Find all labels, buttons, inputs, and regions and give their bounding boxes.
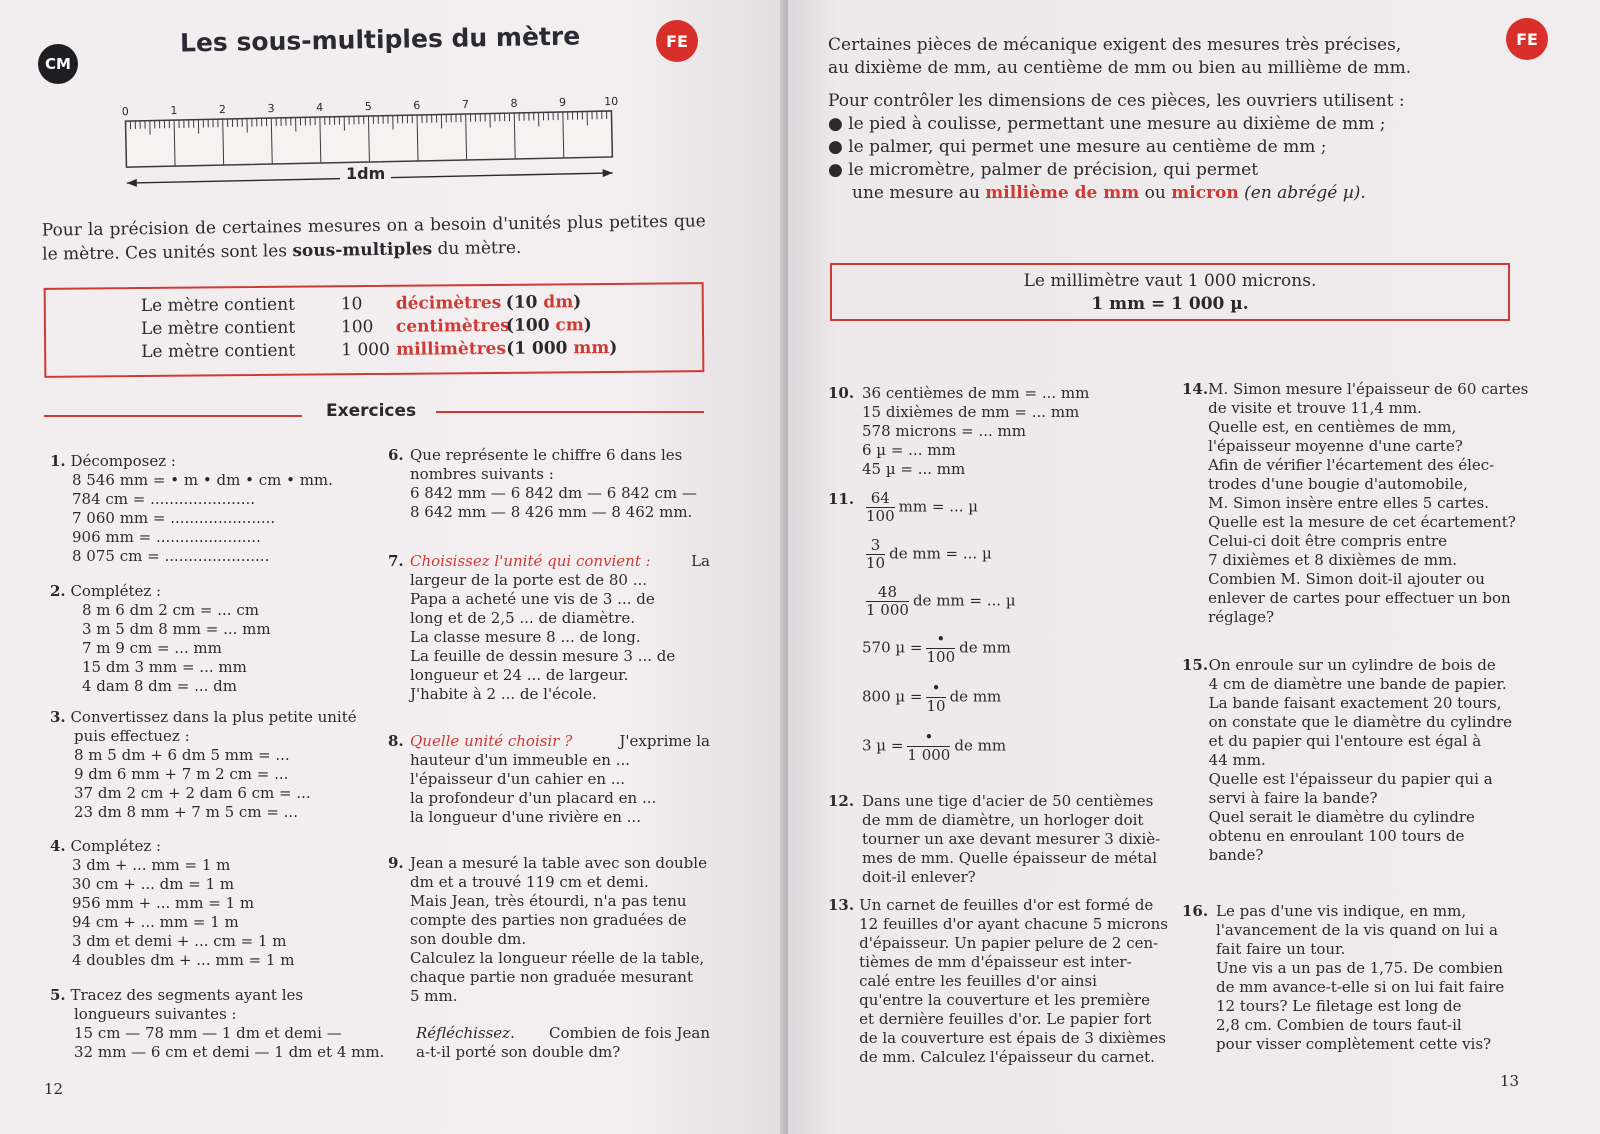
heading-rule-right: [436, 411, 704, 413]
ex15-line: obtenu en enroulant 100 tours de: [1208, 827, 1465, 845]
ex11-text: de mm: [954, 736, 1007, 755]
ex14-line: Afin de vérifier l'écartement des élec-: [1208, 456, 1495, 474]
ex6-line: 8 642 mm — 8 426 mm — 8 462 mm.: [410, 503, 693, 521]
row-label: Le mètre contient: [140, 294, 296, 317]
ruler-tick-label: 0: [121, 105, 129, 119]
denominator: 1 000: [907, 746, 951, 764]
ex11-item: [862, 584, 1168, 619]
ex2-line: 8 m 6 dm 2 cm = ... cm: [82, 601, 259, 619]
ex5-line: 32 mm — 6 cm et demi — 1 dm et 4 mm.: [74, 1043, 385, 1061]
exercise-14: [1182, 380, 1529, 627]
denominator: 100: [866, 507, 895, 525]
ex4-line: 3 dm + ... mm = 1 m: [72, 856, 231, 874]
ex7-line: La feuille de dessin mesure 3 ... de: [410, 647, 676, 665]
right-intro: [828, 34, 1508, 80]
row-qty: 10: [340, 294, 363, 315]
exercise-3: [50, 708, 370, 822]
ex9-reflect: [388, 1024, 710, 1062]
ex2-title: Complétez :: [70, 582, 162, 600]
ex15-line: La bande faisant exactement 20 tours,: [1208, 694, 1502, 712]
ex11-pre: 800 µ =: [862, 687, 923, 706]
row-abbr: [506, 293, 582, 313]
exercise-6: [388, 446, 710, 522]
ex4-line: 30 cm + ... dm = 1 m: [72, 875, 235, 893]
metre-table-box: [44, 282, 705, 378]
row-qty: 100: [340, 317, 374, 338]
ex11-number: 11.: [828, 490, 855, 508]
ex13-line: et dernière feuilles d'or. Le papier fort: [859, 1010, 1152, 1028]
ex8-line: l'épaisseur d'un cahier en ...: [410, 770, 626, 788]
ex14-line: M. Simon mesure l'épaisseur de 60 cartes: [1208, 380, 1529, 398]
ex11-item: [862, 680, 1168, 715]
fraction: [907, 729, 950, 764]
micron-box: [830, 263, 1510, 321]
ruler-tick-label: 8: [510, 96, 518, 111]
ex2-line: 7 m 9 cm = ... mm: [82, 639, 222, 657]
ex16-line: Le pas d'une vis indique, en mm,: [1216, 902, 1467, 920]
ex7-line: long et de 2,5 ... de diamètre.: [410, 609, 636, 627]
ex14-line: de visite et trouve 11,4 mm.: [1208, 399, 1422, 417]
abbr-close: ): [573, 292, 582, 313]
ex2-number: 2.: [50, 582, 66, 600]
numerator: 48: [866, 584, 909, 602]
row-abbr: [506, 316, 592, 336]
ex11-text: de mm = ... µ: [912, 591, 1016, 610]
ex11-item: [862, 490, 1168, 525]
ex16-line: 2,8 cm. Combien de tours faut-il: [1216, 1016, 1462, 1034]
ex1-line: 784 cm = ......................: [72, 490, 256, 508]
numerator: •: [926, 631, 955, 649]
left-page: [0, 0, 786, 1134]
intro-line: Certaines pièces de mécanique exigent des mesures très précises,: [828, 35, 1402, 55]
ex8-line: hauteur d'un immeuble en ...: [410, 751, 631, 769]
numerator: 64: [866, 490, 895, 508]
exercise-4: [50, 837, 370, 970]
ex11-text: de mm: [949, 687, 1002, 706]
ex9-line: Calculez la longueur réelle de la table,: [410, 949, 705, 967]
ex11-item: [862, 631, 1168, 666]
ex10-line: 6 µ = ... mm: [862, 441, 956, 459]
ex3-line: 23 dm 8 mm + 7 m 5 cm = ...: [74, 803, 298, 821]
ex15-line: servi à faire la bande?: [1208, 789, 1378, 807]
ex16-line: fait faire un tour.: [1216, 940, 1346, 958]
ex11-pre: 570 µ =: [862, 638, 923, 657]
ex15-line: bande?: [1208, 846, 1264, 864]
bullet-last: une mesure au millième de mm ou micron (en abrégé µ).: [852, 183, 1366, 203]
ex14-line: Quelle est la mesure de cet écartement?: [1208, 513, 1516, 531]
ex9-line: dm et a trouvé 119 cm et demi.: [410, 873, 649, 891]
ex12-line: mes de mm. Quelle épaisseur de métal: [862, 849, 1158, 867]
ex9-reflect-title: Réfléchissez.: [416, 1024, 515, 1042]
ex3-title: Convertissez dans la plus petite unité puis effectuez :: [70, 708, 357, 745]
ex13-line: tièmes de mm d'épaisseur est inter-: [859, 953, 1132, 971]
ex7-line: longueur et 24 ... de largeur.: [410, 666, 629, 684]
ex1-line: 906 mm = ......................: [72, 528, 261, 546]
ruler-tick-label: 1: [170, 104, 178, 118]
exercise-15: [1182, 656, 1512, 865]
ruler-tick-label: 6: [413, 98, 421, 113]
abbr-unit: mm: [573, 337, 610, 359]
exercise-12: [828, 792, 1168, 887]
ex4-line: 3 dm et demi + ... cm = 1 m: [72, 932, 287, 950]
exercise-11: [828, 490, 1168, 778]
abbr-close: ): [609, 337, 618, 358]
abbr-unit: dm: [543, 292, 574, 313]
numerator: •: [926, 680, 945, 698]
abbr-open: (10: [505, 292, 544, 313]
ex10-line: 578 microns = ... mm: [862, 422, 1027, 440]
ex15-line: On enroule sur un cylindre de bois de: [1208, 656, 1496, 674]
exercices-header: [44, 402, 704, 426]
table-row: [141, 336, 702, 364]
page-number-right: 13: [1500, 1072, 1520, 1090]
exercise-5: [50, 986, 385, 1062]
ex9-number: 9.: [388, 854, 404, 872]
ex9-reflect-line: Combien de fois Jean: [548, 1024, 710, 1042]
exercise-9: [388, 854, 710, 1062]
ex16-line: Une vis a un pas de 1,75. De combien: [1216, 959, 1503, 977]
ex11-text: de mm = ... µ: [889, 544, 992, 563]
ex2-line: 3 m 5 dm 8 mm = ... mm: [82, 620, 271, 638]
page-title: Les sous-multiples du mètre: [179, 21, 581, 58]
ex7-line: largeur de la porte est de 80 ...: [410, 571, 647, 589]
bullet-text: le pied à coulisse, permettant une mesure au dixième de mm ;: [848, 114, 1386, 134]
ex9-line: Jean a mesuré la table avec son double: [410, 854, 707, 872]
denominator: 10: [926, 697, 946, 715]
ex13-number: 13.: [828, 896, 855, 914]
ruler-tick-label: 5: [364, 99, 372, 114]
ex7-line: La classe mesure 8 ... de long.: [410, 628, 641, 646]
bullet-icon: ●: [828, 160, 849, 180]
bullet-item: [828, 136, 1508, 159]
ex9-line: chaque partie non graduée mesurant: [410, 968, 693, 986]
ex9-line: compte des parties non graduées de: [410, 911, 687, 929]
fe-badge-right: FE: [1506, 18, 1548, 60]
intro-text-1: Pour la précision de certaines mesures on a besoin d'unités plus petites que le mètre. Ces unités sont les: [41, 211, 706, 265]
ex5-title: Tracez des segments ayant les longueurs suivantes :: [70, 986, 304, 1023]
ex9-line: son double dm.: [410, 930, 527, 948]
ex1-line: 8 075 cm = ......................: [72, 547, 270, 565]
ex11-text: de mm: [959, 638, 1011, 657]
ex7-line: Papa a acheté une vis de 3 ... de: [410, 590, 655, 608]
ex7-number: 7.: [388, 552, 404, 570]
ex15-line: Quel serait le diamètre du cylindre: [1208, 808, 1475, 826]
ex15-line: 44 mm.: [1208, 751, 1266, 769]
ruler-tick-label: 10: [604, 94, 619, 109]
exercise-8: [388, 732, 710, 827]
ex13-line: Un carnet de feuilles d'or est formé de: [859, 896, 1154, 914]
ruler-tick-label: 4: [316, 100, 324, 115]
ex10-line: 36 centièmes de mm = ... mm: [862, 384, 1090, 402]
ex4-line: 94 cm + ... mm = 1 m: [72, 913, 239, 931]
ex14-line: M. Simon insère entre elles 5 cartes.: [1208, 494, 1490, 512]
abbr-open: (1 000: [506, 338, 574, 359]
intro-line: au dixième de mm, au centième de mm ou bien au millième de mm.: [828, 58, 1412, 78]
ex9-reflect-line: a-t-il porté son double dm?: [416, 1043, 621, 1061]
ex10-number: 10.: [828, 384, 855, 402]
ex3-number: 3.: [50, 708, 66, 726]
bullet-icon: ●: [828, 114, 849, 134]
ex4-line: 956 mm + ... mm = 1 m: [72, 894, 255, 912]
exercise-2: [50, 582, 370, 696]
ex8-line: J'exprime la: [619, 732, 710, 750]
ex7-line: La: [691, 552, 710, 570]
bullet-text: le micromètre, palmer de précision, qui permet: [848, 160, 1259, 180]
fraction: [926, 631, 955, 666]
ex12-number: 12.: [828, 792, 855, 810]
ex1-number: 1.: [50, 452, 66, 470]
ex4-title: Complétez :: [70, 837, 162, 855]
exercise-7: [388, 552, 710, 704]
ex16-line: de mm avance-t-elle si on lui fait faire: [1216, 978, 1505, 996]
fraction: [866, 584, 909, 619]
ex15-line: 4 cm de diamètre une bande de papier.: [1208, 675, 1507, 693]
ex12-line: de mm de diamètre, un horloger doit: [862, 811, 1144, 829]
fraction: [866, 490, 895, 525]
ex16-line: 12 tours? Le filetage est long de: [1216, 997, 1462, 1015]
abbr-open: (100: [505, 315, 556, 336]
exercise-10: [828, 384, 1168, 479]
ex14-line: enlever de cartes pour effectuer un bon: [1208, 589, 1511, 607]
denominator: 1 000: [866, 601, 909, 619]
ex3-line: 37 dm 2 cm + 2 dam 6 cm = ...: [74, 784, 311, 802]
ex13-line: qu'entre la couverture et les première: [859, 991, 1150, 1009]
ex3-line: 8 m 5 dm + 6 dm 5 mm = ...: [74, 746, 290, 764]
row-label: Le mètre contient: [140, 317, 296, 340]
ex13-line: 12 feuilles d'or ayant chacune 5 microns: [859, 915, 1168, 933]
denominator: 10: [866, 554, 886, 572]
ex13-line: d'épaisseur. Un papier pelure de 2 cen-: [859, 934, 1159, 952]
ex12-line: tourner un axe devant mesurer 3 dixiè-: [862, 830, 1161, 848]
row-label: Le mètre contient: [141, 340, 296, 363]
ex15-number: 15.: [1182, 656, 1209, 674]
millieme-term: millième de mm: [985, 183, 1140, 203]
ex15-line: Quelle est l'épaisseur du papier qui a: [1208, 770, 1493, 788]
ruler-tick-label: 9: [558, 95, 567, 110]
right-page: [788, 0, 1600, 1134]
ex7-title: Choisissez l'unité qui convient :: [410, 552, 651, 570]
row-qty: 1 000: [341, 339, 390, 361]
ex3-line: 9 dm 6 mm + 7 m 2 cm = ...: [74, 765, 289, 783]
ex10-line: 15 dixièmes de mm = ... mm: [862, 403, 1080, 421]
page-number-left: 12: [44, 1080, 64, 1098]
ex8-line: la profondeur d'un placard en ...: [410, 789, 657, 807]
exercices-heading: Exercices: [326, 401, 417, 421]
ex8-line: la longueur d'une rivière en ...: [410, 808, 641, 826]
ex11-item: [862, 537, 1168, 572]
ex6-line: Que représente le chiffre 6 dans les: [410, 446, 683, 464]
cm-badge: CM: [38, 44, 78, 84]
fraction: [926, 680, 945, 715]
row-abbr: [506, 339, 617, 359]
ruler-tick-label: 2: [218, 103, 227, 117]
ex14-line: Quelle est, en centièmes de mm,: [1208, 418, 1457, 436]
exercise-13: [828, 896, 1168, 1067]
ex14-line: réglage?: [1208, 608, 1275, 626]
row-unit: décimètres: [395, 292, 502, 314]
ex1-line: 8 546 mm = • m • dm • cm • mm.: [72, 471, 333, 489]
ex1-title: Décomposez :: [70, 452, 176, 470]
exercise-1: [50, 452, 370, 566]
intro-bold: sous-multiples: [292, 239, 433, 262]
ex9-line: Mais Jean, très étourdi, n'a pas tenu: [410, 892, 687, 910]
ex10-line: 45 µ = ... mm: [862, 460, 966, 478]
ruler-label: 1dm: [340, 164, 391, 183]
row-unit: millimètres: [396, 338, 507, 360]
bullet-text: le palmer, qui permet une mesure au centième de mm ;: [848, 137, 1327, 157]
fraction: [866, 537, 885, 572]
bullet-item: [828, 113, 1508, 136]
ex16-line: pour visser complètement cette vis?: [1216, 1035, 1492, 1053]
ex12-line: Dans une tige d'acier de 50 centièmes: [862, 792, 1154, 810]
ex11-pre: 3 µ =: [862, 736, 904, 755]
ex8-title: Quelle unité choisir ?: [410, 732, 573, 750]
box-line-1: Le millimètre vaut 1 000 microns.: [1023, 271, 1317, 291]
ex16-number: 16.: [1182, 902, 1209, 920]
ruler-tick-label: 3: [267, 101, 275, 116]
ex1-line: 7 060 mm = ......................: [72, 509, 276, 527]
ex6-line: nombres suivants :: [410, 465, 554, 483]
ex13-line: de la couverture est épais de 3 dixièmes: [859, 1029, 1166, 1047]
ex14-line: l'épaisseur moyenne d'une carte?: [1208, 437, 1463, 455]
ex14-line: Combien M. Simon doit-il ajouter ou: [1208, 570, 1485, 588]
tools-intro: Pour contrôler les dimensions de ces pièces, les ouvriers utilisent :: [828, 91, 1405, 111]
fe-badge-left: FE: [656, 20, 698, 62]
ex14-line: trodes d'une bougie d'automobile,: [1208, 475, 1468, 493]
ex14-line: 7 dixièmes et 8 dixièmes de mm.: [1208, 551, 1458, 569]
intro-paragraph: [42, 209, 707, 266]
ex4-line: 4 doubles dm + ... mm = 1 m: [72, 951, 295, 969]
denominator: 100: [926, 648, 956, 666]
ex4-number: 4.: [50, 837, 66, 855]
heading-rule-left: [44, 415, 302, 417]
ex11-text: mm = ... µ: [898, 497, 979, 516]
ex15-line: et du papier qui l'entoure est égal à: [1208, 732, 1482, 750]
exercise-16: [1182, 902, 1512, 1054]
ex14-number: 14.: [1182, 380, 1209, 398]
ruler: [110, 92, 630, 192]
ex13-line: calé entre les feuilles d'or ainsi: [859, 972, 1097, 990]
ex15-line: on constate que le diamètre du cylindre: [1208, 713, 1512, 731]
ex5-line: 15 cm — 78 mm — 1 dm et demi —: [74, 1024, 342, 1042]
bullet-icon: ●: [828, 137, 849, 157]
row-unit: centimètres: [395, 315, 510, 337]
ex8-number: 8.: [388, 732, 404, 750]
ex6-number: 6.: [388, 446, 404, 464]
abbr-unit: cm: [555, 315, 584, 336]
ex6-line: 6 842 mm — 6 842 dm — 6 842 cm —: [410, 484, 697, 502]
ruler-tick-label: 7: [461, 97, 470, 112]
ex14-line: Celui-ci doit être compris entre: [1208, 532, 1448, 550]
abbr-close: ): [583, 315, 592, 336]
ex2-line: 4 dam 8 dm = ... dm: [82, 677, 237, 695]
ex2-line: 15 dm 3 mm = ... mm: [82, 658, 247, 676]
ex7-line: J'habite à 2 ... de l'école.: [410, 685, 597, 703]
numerator: •: [907, 729, 950, 747]
numerator: 3: [866, 537, 885, 555]
intro-text-2: du mètre.: [432, 237, 522, 260]
tools-section: [828, 90, 1508, 205]
ex13-line: de mm. Calculez l'épaisseur du carnet.: [859, 1048, 1155, 1066]
ex9-line: 5 mm.: [410, 987, 458, 1005]
ex5-number: 5.: [50, 986, 66, 1004]
ex12-line: doit-il enlever?: [862, 868, 976, 886]
ex16-line: l'avancement de la vis quand on lui a: [1216, 921, 1498, 939]
ex11-item: [862, 729, 1168, 764]
box-line-2: 1 mm = 1 000 µ.: [1091, 294, 1249, 314]
bullet-item: [828, 159, 1508, 182]
micron-term: micron: [1171, 183, 1239, 203]
